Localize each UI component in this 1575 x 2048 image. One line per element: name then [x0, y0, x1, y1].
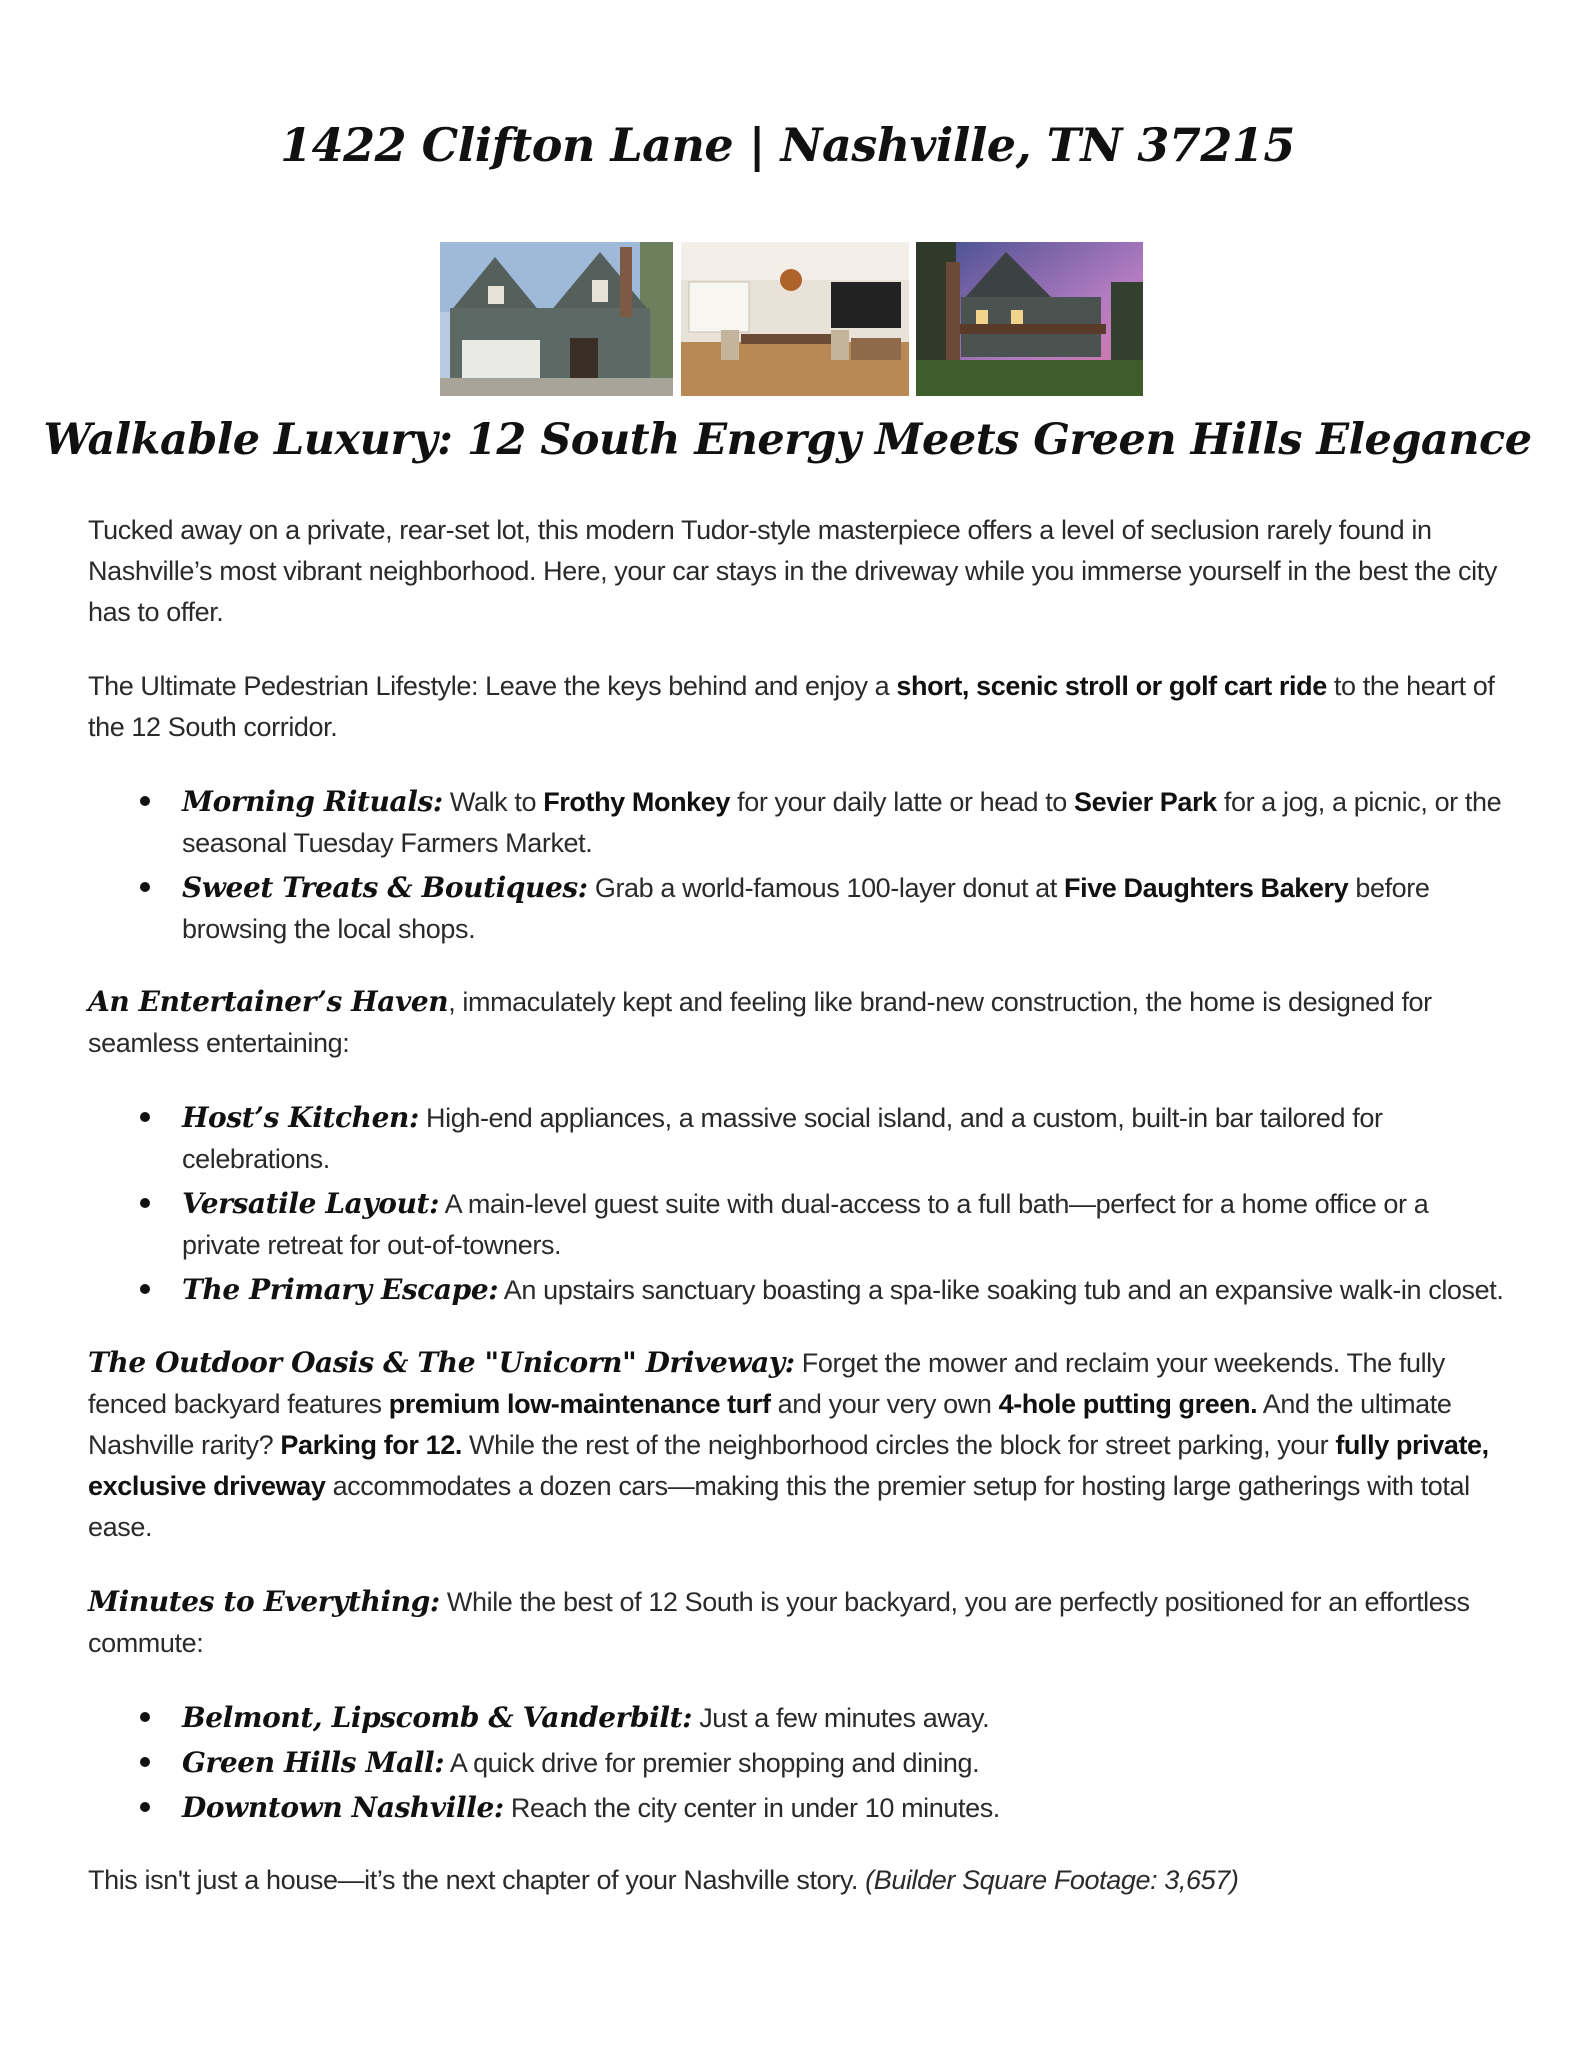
list-item — [88, 867, 1508, 950]
outdoor-text: Forget the mower and reclaim your weekends. The fully fenced backyard features — [88, 1348, 1445, 1419]
listing-body — [88, 510, 1508, 1934]
bullet-text: Reach the city center in under 10 minutes. — [503, 1793, 1000, 1823]
outdoor-bold: 4-hole putting green. — [998, 1389, 1258, 1419]
entertainer-text: , immaculately kept and feeling like brand-new construction, the home is designed for seamless entertaining: — [88, 987, 1432, 1058]
bullet-dot — [140, 882, 150, 892]
bullet-text: for a jog, a picnic, or the seasonal Tuesday Farmers Market. — [182, 787, 1502, 858]
bullet-title: Green Hills Mall: — [182, 1746, 445, 1779]
list-item — [88, 1742, 1508, 1784]
listing-headline: Walkable Luxury: 12 South Energy Meets Green Hills Elegance — [43, 415, 1532, 465]
pedestrian-text-1: : Leave the keys behind and enjoy a — [470, 671, 897, 701]
outdoor-text: And the ultimate Nashville rarity? — [88, 1389, 1452, 1460]
outdoor-bold: fully private, exclusive driveway — [88, 1430, 1489, 1501]
bullet-dot — [140, 1712, 150, 1722]
outdoor-title: The Outdoor Oasis & The "Unicorn" Driveway: — [88, 1346, 795, 1379]
entertainer-paragraph — [88, 981, 1508, 1064]
bullet-text: Walk to — [442, 787, 544, 817]
bullet-title: Host’s Kitchen: — [182, 1101, 419, 1134]
bullet-title: Versatile Layout: — [182, 1187, 439, 1220]
minutes-title: Minutes to Everything: — [88, 1585, 440, 1618]
bullet-dot — [140, 796, 150, 806]
interior-dining-photo — [681, 242, 909, 396]
bullet-text: Grab a world-famous 100-layer donut at — [587, 873, 1064, 903]
bullet-text: An upstairs sanctuary boasting a spa-like soaking tub and an expansive walk-in closet. — [498, 1275, 1504, 1305]
bullet-text: Just a few minutes away. — [692, 1703, 990, 1733]
bullet-bold: Sevier Park — [1074, 787, 1217, 817]
bullet-title: Sweet Treats & Boutiques: — [182, 871, 588, 904]
bullet-dot — [140, 1802, 150, 1812]
front-exterior-photo — [440, 242, 673, 396]
outdoor-text: accommodates a dozen cars—making this the premier setup for hosting large gatherings with total ease. — [88, 1471, 1470, 1542]
minutes-bullets — [88, 1697, 1508, 1829]
list-item — [88, 781, 1508, 864]
outdoor-bold: Parking for 12. — [280, 1430, 462, 1460]
address-title: 1422 Clifton Lane | Nashville, TN 37215 — [280, 118, 1295, 172]
intro-paragraph: Tucked away on a private, rear-set lot, this modern Tudor-style masterpiece offers a level of seclusion rarely found in Nashville’s most vibrant neighborhood. Here, your car stays in the driveway while you immerse yourself in the best the city has to offer. — [88, 515, 1497, 627]
bullet-dot — [140, 1198, 150, 1208]
bullet-dot — [140, 1284, 150, 1294]
bullet-dot — [140, 1757, 150, 1767]
photo-strip — [440, 242, 1140, 396]
list-item — [88, 1697, 1508, 1739]
closing-text: This isn't just a house—it’s the next chapter of your Nashville story. — [88, 1865, 866, 1895]
square-footage-note: (Builder Square Footage: 3,657) — [865, 1865, 1239, 1895]
entertainer-title: An Entertainer’s Haven — [88, 985, 449, 1018]
pedestrian-paragraph — [88, 666, 1508, 748]
list-item — [88, 1097, 1508, 1180]
bullet-dot — [140, 1112, 150, 1122]
entertainer-bullets — [88, 1097, 1508, 1311]
bullet-title: Morning Rituals: — [182, 785, 443, 818]
list-item — [88, 1183, 1508, 1266]
bullet-bold: Frothy Monkey — [543, 787, 731, 817]
bullet-title: Downtown Nashville: — [182, 1791, 504, 1824]
outdoor-text: While the rest of the neighborhood circles the block for street parking, your — [461, 1430, 1336, 1460]
minutes-paragraph — [88, 1581, 1508, 1664]
bullet-text: before browsing the local shops. — [182, 873, 1430, 944]
pedestrian-text-2: to the heart of the 12 South corridor. — [88, 671, 1495, 742]
pedestrian-bold: short, scenic stroll or golf cart ride — [896, 671, 1327, 701]
outdoor-text: and your very own — [770, 1389, 999, 1419]
bullet-bold: Five Daughters Bakery — [1064, 873, 1349, 903]
bullet-text: for your daily latte or head to — [730, 787, 1075, 817]
bullet-text: A quick drive for premier shopping and dining. — [444, 1748, 980, 1778]
list-item — [88, 1787, 1508, 1829]
pedestrian-bullets — [88, 781, 1508, 950]
list-item — [88, 1269, 1508, 1311]
bullet-text: High-end appliances, a massive social island, and a custom, built-in bar tailored for celebrations. — [182, 1103, 1383, 1174]
outdoor-bold: premium low-maintenance turf — [388, 1389, 771, 1419]
bullet-title: Belmont, Lipscomb & Vanderbilt: — [182, 1701, 693, 1734]
minutes-text: While the best of 12 South is your backyard, you are perfectly positioned for an effortless commute: — [88, 1587, 1470, 1658]
outdoor-paragraph — [88, 1342, 1508, 1548]
pedestrian-lead: The Ultimate Pedestrian Lifestyle — [88, 671, 471, 701]
closing-paragraph — [88, 1860, 1508, 1901]
rear-deck-dusk-photo — [916, 242, 1143, 396]
bullet-title: The Primary Escape: — [182, 1273, 499, 1306]
bullet-text: A main-level guest suite with dual-access to a full bath—perfect for a home office or a private retreat for out-of-towners. — [182, 1189, 1429, 1260]
